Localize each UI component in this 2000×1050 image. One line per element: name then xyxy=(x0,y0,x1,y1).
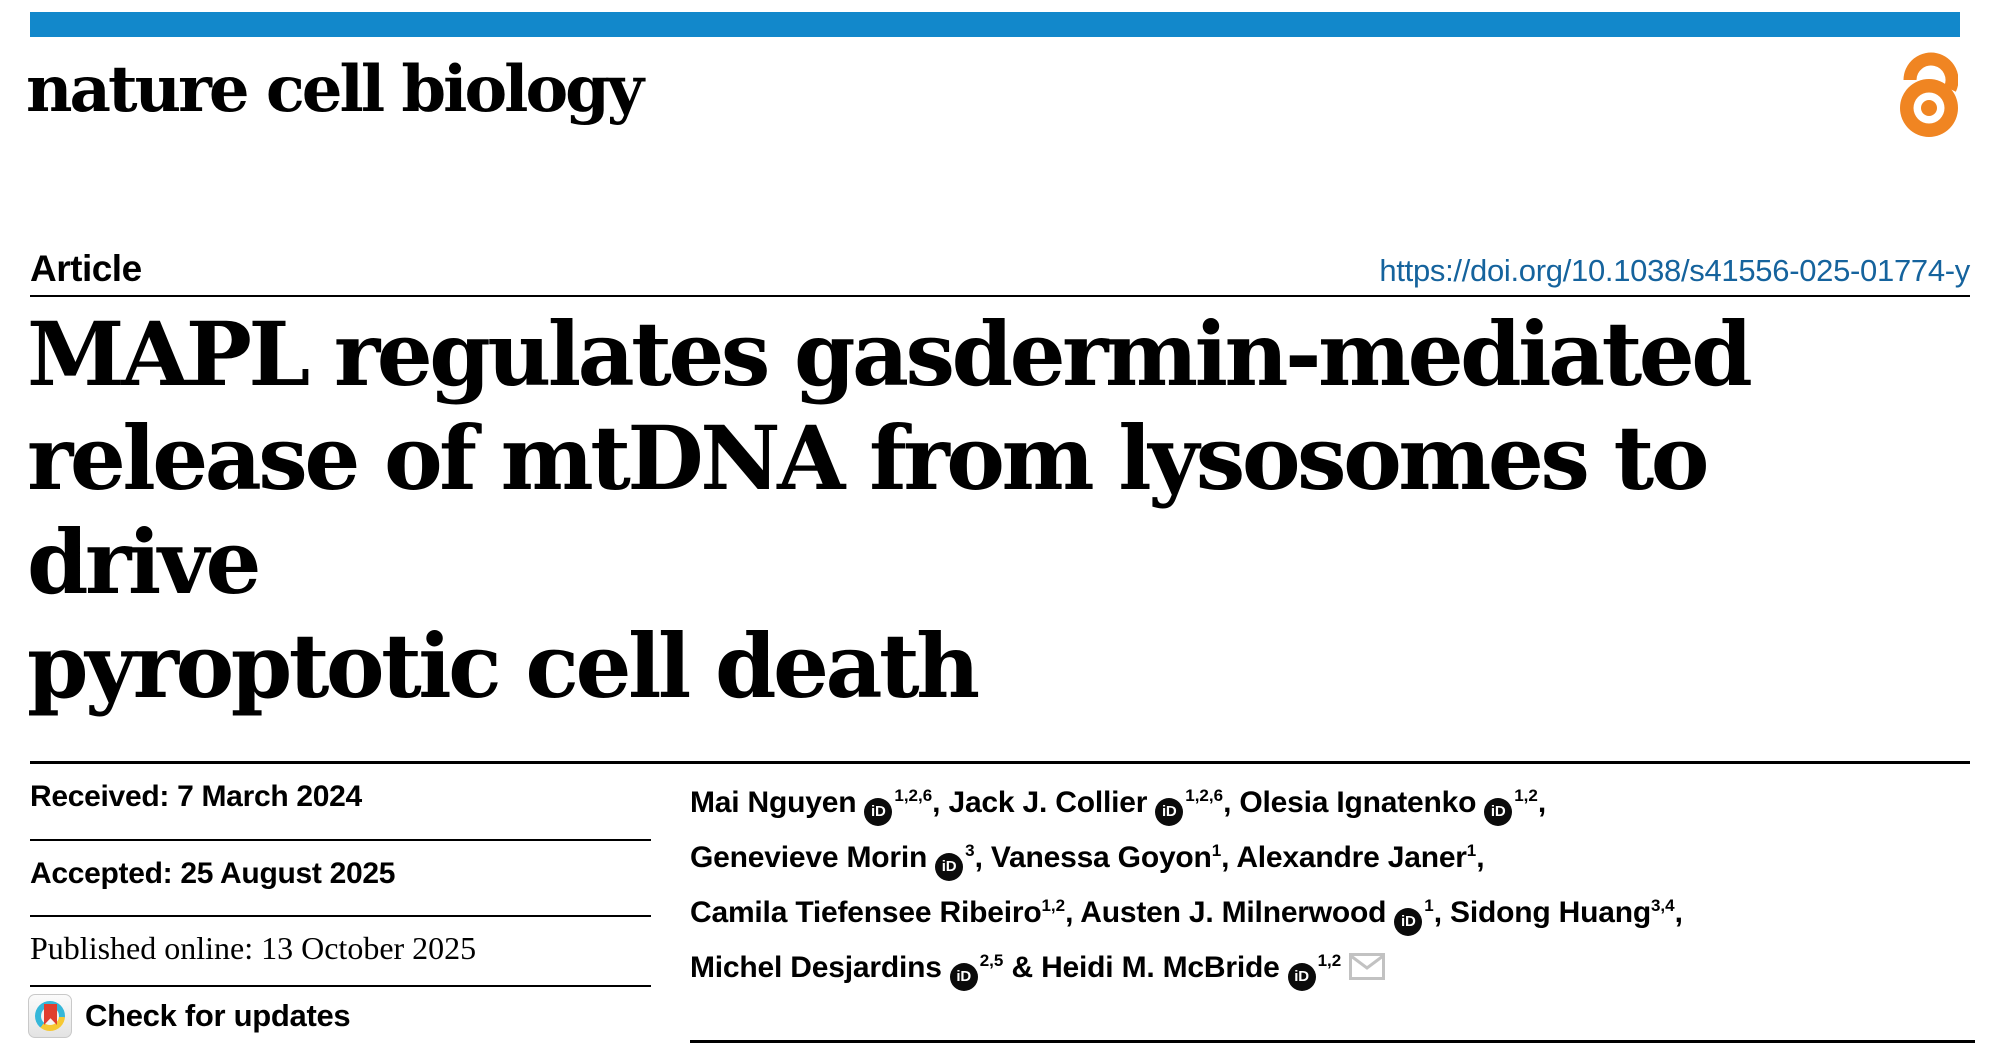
orcid-icon[interactable]: iD xyxy=(1484,798,1512,826)
affiliation-superscript: 3 xyxy=(965,841,975,860)
author-separator: , xyxy=(974,841,991,874)
open-access-icon xyxy=(1894,42,1958,143)
author-separator: , xyxy=(1433,896,1451,929)
author-name: Austen J. Milnerwood xyxy=(1080,896,1387,929)
affiliation-superscript: 1 xyxy=(1424,896,1434,915)
author-separator: , xyxy=(1065,896,1081,929)
author-separator: , xyxy=(1223,786,1240,819)
author-separator: , xyxy=(1674,896,1683,929)
author-name: Michel Desjardins xyxy=(690,951,942,984)
author-separator: & xyxy=(1003,951,1042,984)
author-name: Olesia Ignatenko xyxy=(1239,786,1477,819)
orcid-icon[interactable]: iD xyxy=(1288,963,1316,991)
author-line xyxy=(690,882,1975,937)
email-envelope-icon[interactable] xyxy=(1349,947,1385,995)
divider-under-article xyxy=(30,295,1970,297)
author-line xyxy=(690,827,1975,882)
orcid-icon[interactable]: iD xyxy=(1155,798,1183,826)
article-title-line: release of mtDNA from lysosomes to drive xyxy=(27,406,1706,614)
divider-dates-1 xyxy=(30,839,651,841)
author-line xyxy=(690,937,1975,995)
author-list xyxy=(690,772,1975,995)
affiliation-superscript: 1 xyxy=(1211,841,1222,860)
author-name: Sidong Huang xyxy=(1450,896,1651,929)
article-title-line: MAPL regulates gasdermin-mediated xyxy=(27,302,1750,406)
author-name: Heidi M. McBride xyxy=(1041,951,1280,984)
author-name: Genevieve Morin xyxy=(690,841,928,874)
affiliation-superscript: 1,2,6 xyxy=(894,786,933,805)
author-line xyxy=(690,772,1975,827)
author-separator: , xyxy=(1476,841,1485,874)
orcid-icon[interactable]: iD xyxy=(950,963,978,991)
author-separator: , xyxy=(932,786,949,819)
published-online-date: Published online: 13 October 2025 xyxy=(30,930,477,966)
article-type-label: Article xyxy=(30,248,142,289)
article-title-line: pyroptotic cell death xyxy=(27,614,977,718)
journal-logo: nature cell biology xyxy=(26,52,642,127)
affiliation-superscript: 2,5 xyxy=(979,951,1004,970)
author-name: Alexandre Janer xyxy=(1236,841,1467,874)
check-for-updates-label: Check for updates xyxy=(85,998,351,1033)
affiliation-superscript: 3,4 xyxy=(1650,896,1675,915)
divider-dates-2 xyxy=(30,915,651,917)
orcid-icon[interactable]: iD xyxy=(935,853,963,881)
divider-above-metadata xyxy=(30,761,1970,764)
check-for-updates-button[interactable] xyxy=(28,994,350,1038)
author-name: Vanessa Goyon xyxy=(990,841,1212,874)
affiliation-superscript: 1 xyxy=(1466,841,1477,860)
doi-link[interactable]: https://doi.org/10.1038/s41556-025-01774-y xyxy=(1379,253,1970,288)
author-name: Mai Nguyen xyxy=(690,786,857,819)
divider-below-authors xyxy=(690,1040,1975,1043)
received-date: Received: 7 March 2024 xyxy=(30,780,362,813)
affiliation-superscript: 1,2 xyxy=(1514,786,1538,805)
affiliation-superscript: 1,2 xyxy=(1317,951,1342,970)
orcid-icon[interactable]: iD xyxy=(1394,908,1422,936)
article-header-row xyxy=(30,248,1970,290)
author-name: Jack J. Collier xyxy=(948,786,1148,819)
crossmark-icon[interactable] xyxy=(28,994,72,1038)
orcid-icon[interactable]: iD xyxy=(864,798,892,826)
author-separator: , xyxy=(1221,841,1237,874)
journal-brand-bar xyxy=(30,12,1960,37)
divider-dates-3 xyxy=(30,985,651,987)
affiliation-superscript: 1,2,6 xyxy=(1185,786,1224,805)
affiliation-superscript: 1,2 xyxy=(1041,896,1066,915)
author-name: Camila Tiefensee Ribeiro xyxy=(690,896,1042,929)
article-title xyxy=(27,302,1947,718)
author-separator: , xyxy=(1537,786,1546,819)
accepted-date: Accepted: 25 August 2025 xyxy=(30,857,396,890)
